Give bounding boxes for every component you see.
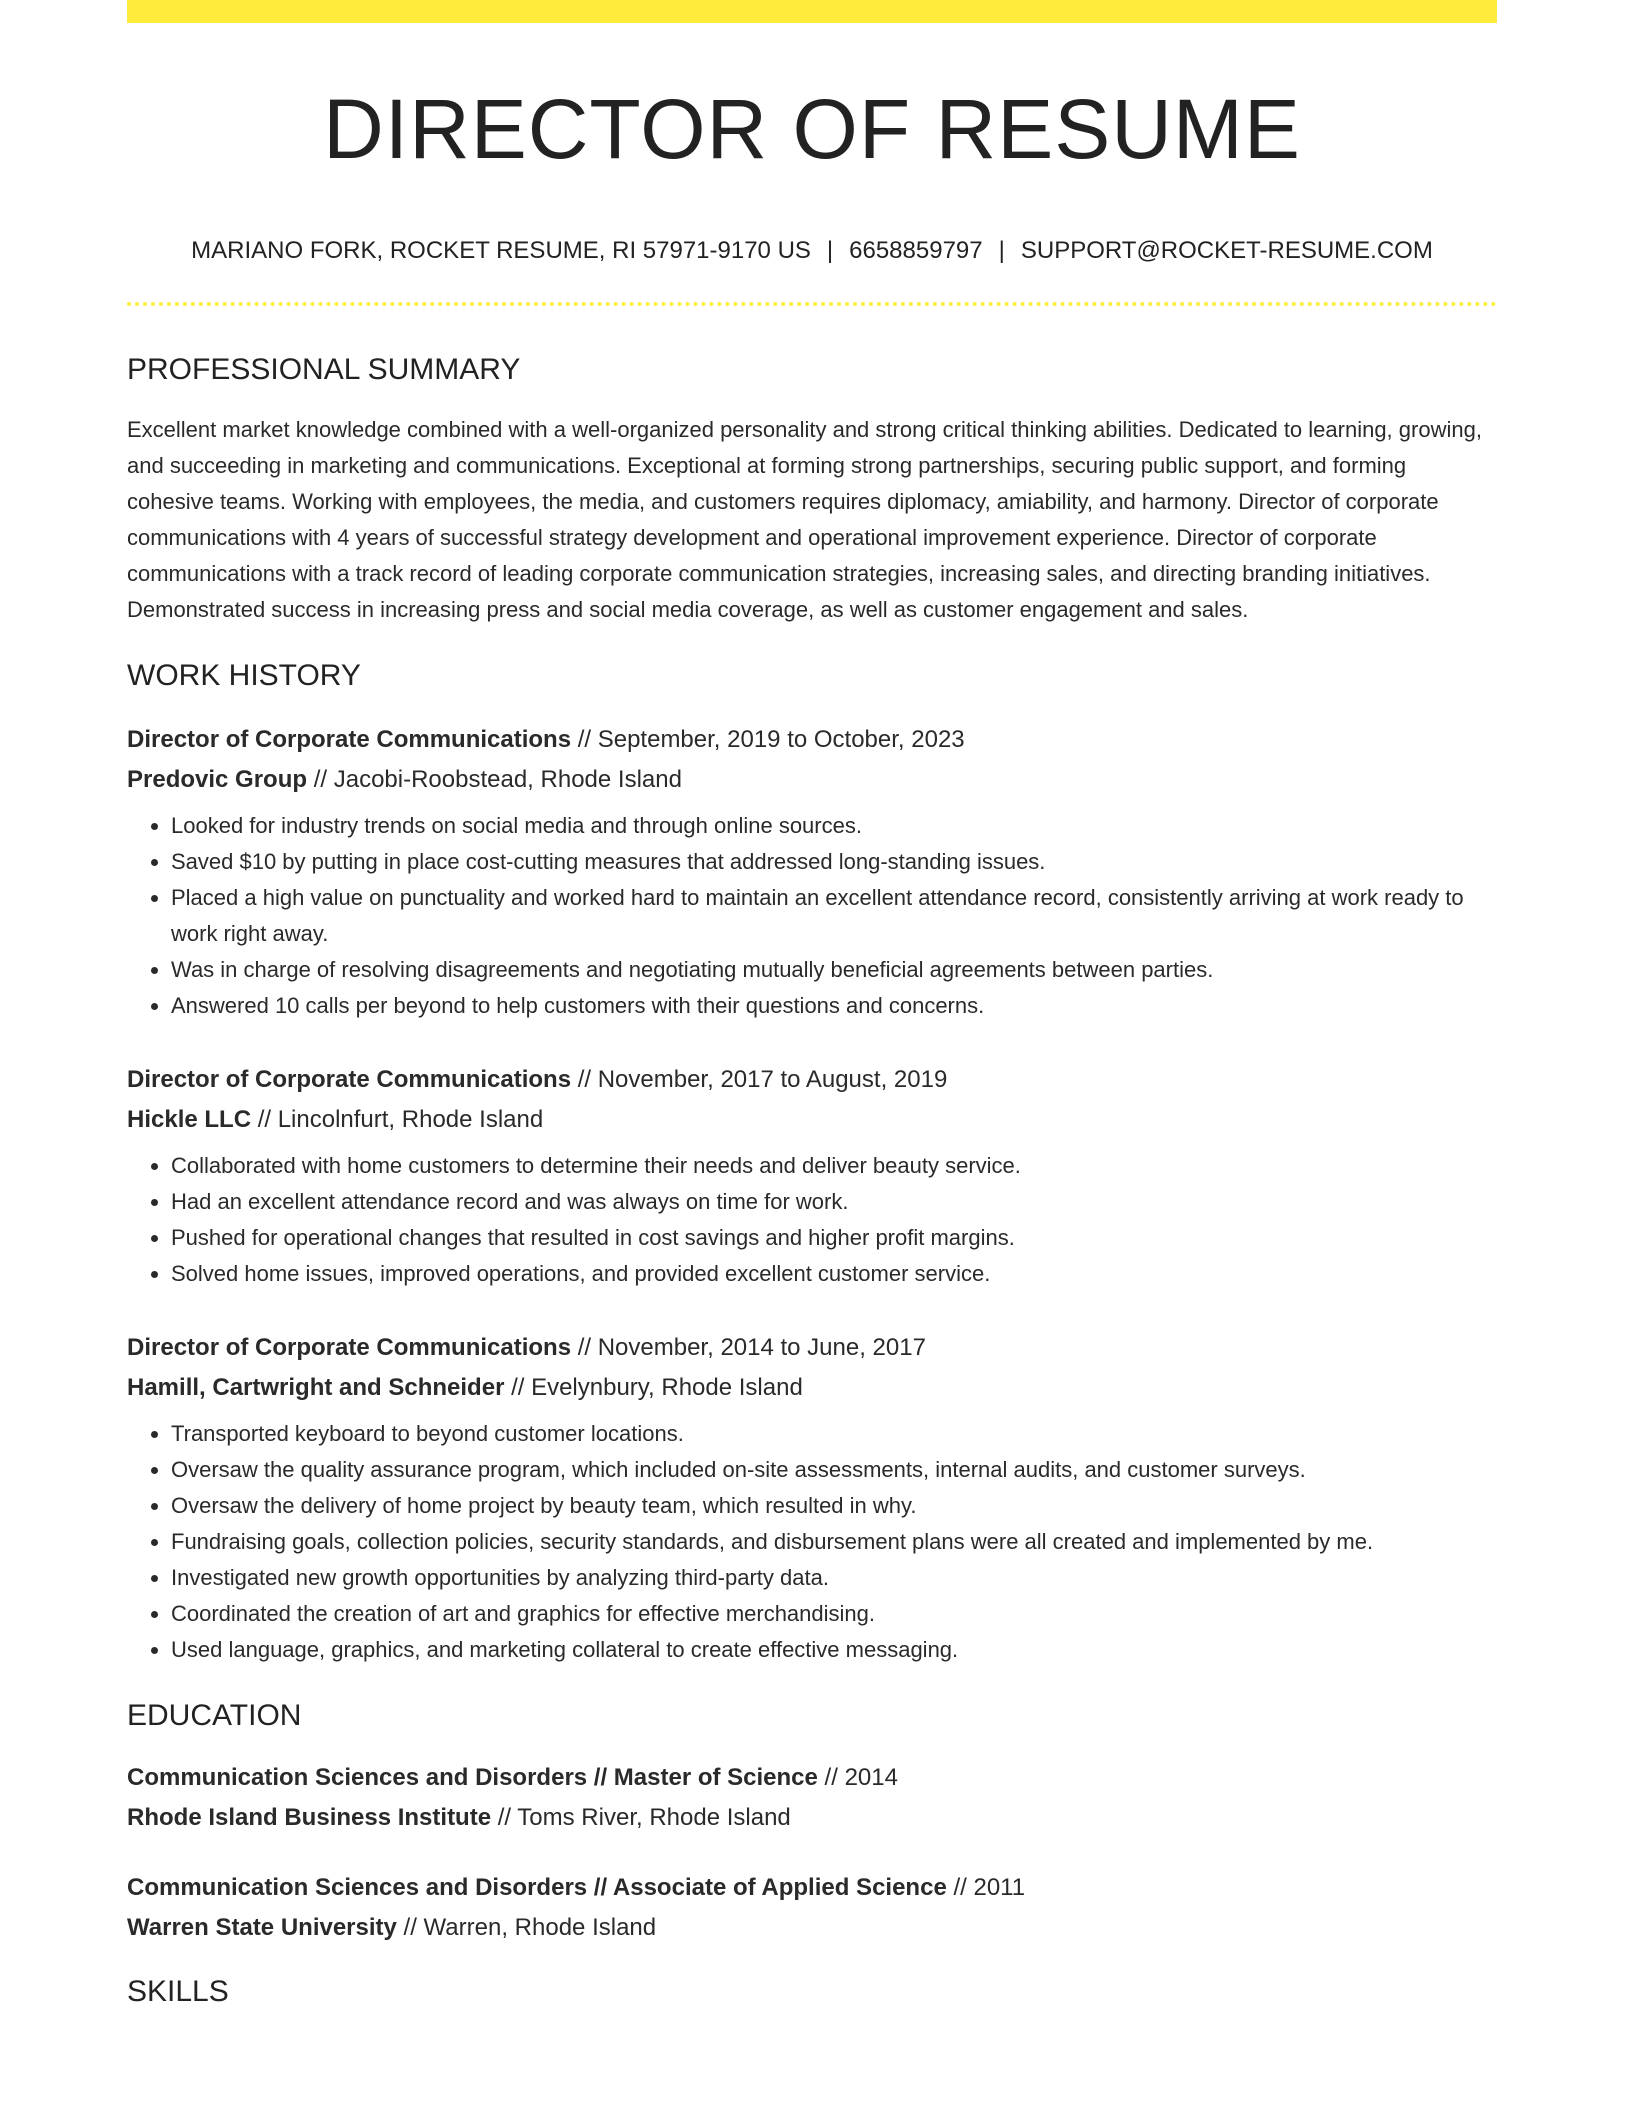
- job-dates: // September, 2019 to October, 2023: [571, 726, 965, 754]
- list-item: • Transported keyboard to beyond customer locations.: [171, 1416, 1497, 1452]
- summary-heading: PROFESSIONAL SUMMARY: [127, 353, 521, 387]
- job-bullets: [127, 1416, 1497, 1668]
- list-item: • Placed a high value on punctuality and worked hard to maintain an excellent attendance record, consistently arriving at work ready to work right away.: [171, 880, 1497, 952]
- job-company-line: [127, 1368, 1497, 1408]
- job-bullets: [127, 808, 1497, 1024]
- job-dates: // November, 2017 to August, 2019: [571, 1066, 948, 1094]
- education-year: // 2014: [817, 1764, 898, 1792]
- contact-line: [127, 237, 1497, 266]
- contact-address: MARIANO FORK, ROCKET RESUME, RI 57971-9170 US: [191, 237, 811, 265]
- job-dates: // November, 2014 to June, 2017: [571, 1334, 926, 1362]
- summary-text: Excellent market knowledge combined with a well-organized personality and strong critical thinking abilities. Dedicated to learning, growing, and succeeding in marketing and communications. Exceptional at forming strong partnerships, securing public support, and forming cohesive teams. Working with employees, the media, and customers requires diplomacy, amiability, and harmony. Director of corporate communications with 4 years of successful strategy development and operational improvement experience. Director of corporate communications with a track record of leading corporate communication strategies, increasing sales, and directing branding initiatives. Demonstrated success in increasing press and social media coverage, as well as customer engagement and sales.: [127, 417, 1482, 623]
- job-role-line: [127, 1328, 1497, 1368]
- job-bullets: [127, 1148, 1497, 1292]
- job-company: Hamill, Cartwright and Schneider: [127, 1374, 505, 1402]
- job-location: // Evelynbury, Rhode Island: [504, 1374, 803, 1402]
- work-history-heading: WORK HISTORY: [127, 659, 361, 693]
- top-accent-bar: [127, 0, 1497, 23]
- job-company-line: [127, 1100, 1497, 1140]
- list-item: • Oversaw the quality assurance program, which included on-site assessments, internal audits, and customer surveys.: [171, 1452, 1497, 1488]
- job-role-line: [127, 1060, 1497, 1100]
- job-role-line: [127, 720, 1497, 760]
- contact-email: SUPPORT@ROCKET-RESUME.COM: [1020, 237, 1433, 265]
- job-company: Hickle LLC: [127, 1106, 252, 1134]
- list-item: • Looked for industry trends on social media and through online sources.: [171, 808, 1497, 844]
- resume-page: [127, 0, 1497, 2010]
- contact-separator: |: [826, 237, 834, 265]
- education-entry: [127, 1758, 1497, 1838]
- education-school-line: [127, 1798, 1497, 1838]
- contact-phone: 6658859797: [849, 237, 983, 265]
- skills-heading: SKILLS: [127, 1975, 229, 2009]
- education-degree: Communication Sciences and Disorders // Master of Science: [127, 1764, 818, 1792]
- resume-title: DIRECTOR OF RESUME: [323, 82, 1301, 176]
- job-entry: [127, 1060, 1497, 1292]
- education-school: Warren State University: [127, 1914, 397, 1942]
- list-item: • Used language, graphics, and marketing collateral to create effective messaging.: [171, 1632, 1497, 1668]
- dotted-divider: [127, 302, 1497, 306]
- job-entry: [127, 720, 1497, 1024]
- list-item: • Pushed for operational changes that resulted in cost savings and higher profit margins.: [171, 1220, 1497, 1256]
- list-item: • Investigated new growth opportunities by analyzing third-party data.: [171, 1560, 1497, 1596]
- education-school-line: [127, 1908, 1497, 1948]
- list-item: • Had an excellent attendance record and was always on time for work.: [171, 1184, 1497, 1220]
- education-heading: EDUCATION: [127, 1699, 302, 1733]
- education-entry: [127, 1868, 1497, 1948]
- list-item: • Oversaw the delivery of home project by beauty team, which resulted in why.: [171, 1488, 1497, 1524]
- education-school: Rhode Island Business Institute: [127, 1804, 492, 1832]
- job-entry: [127, 1328, 1497, 1668]
- job-company-line: [127, 760, 1497, 800]
- list-item: • Solved home issues, improved operations, and provided excellent customer service.: [171, 1256, 1497, 1292]
- list-item: • Answered 10 calls per beyond to help customers with their questions and concerns.: [171, 988, 1497, 1024]
- list-item: • Coordinated the creation of art and graphics for effective merchandising.: [171, 1596, 1497, 1632]
- job-role: Director of Corporate Communications: [127, 1334, 572, 1362]
- list-item: • Fundraising goals, collection policies, security standards, and disbursement plans were all created and implemented by me.: [171, 1524, 1497, 1560]
- education-degree-line: [127, 1758, 1497, 1798]
- list-item: • Was in charge of resolving disagreements and negotiating mutually beneficial agreements between parties.: [171, 952, 1497, 988]
- job-location: // Lincolnfurt, Rhode Island: [251, 1106, 544, 1134]
- education-location: // Warren, Rhode Island: [396, 1914, 657, 1942]
- education-location: // Toms River, Rhode Island: [491, 1804, 791, 1832]
- job-role: Director of Corporate Communications: [127, 726, 572, 754]
- list-item: • Collaborated with home customers to determine their needs and deliver beauty service.: [171, 1148, 1497, 1184]
- job-location: // Jacobi-Roobstead, Rhode Island: [307, 766, 682, 794]
- contact-separator: |: [998, 237, 1005, 265]
- education-degree: Communication Sciences and Disorders // Associate of Applied Science: [127, 1874, 947, 1902]
- job-company: Predovic Group: [127, 766, 308, 794]
- education-degree-line: [127, 1868, 1497, 1908]
- education-year: // 2011: [946, 1874, 1026, 1902]
- job-role: Director of Corporate Communications: [127, 1066, 572, 1094]
- list-item: • Saved $10 by putting in place cost-cutting measures that addressed long-standing issues.: [171, 844, 1497, 880]
